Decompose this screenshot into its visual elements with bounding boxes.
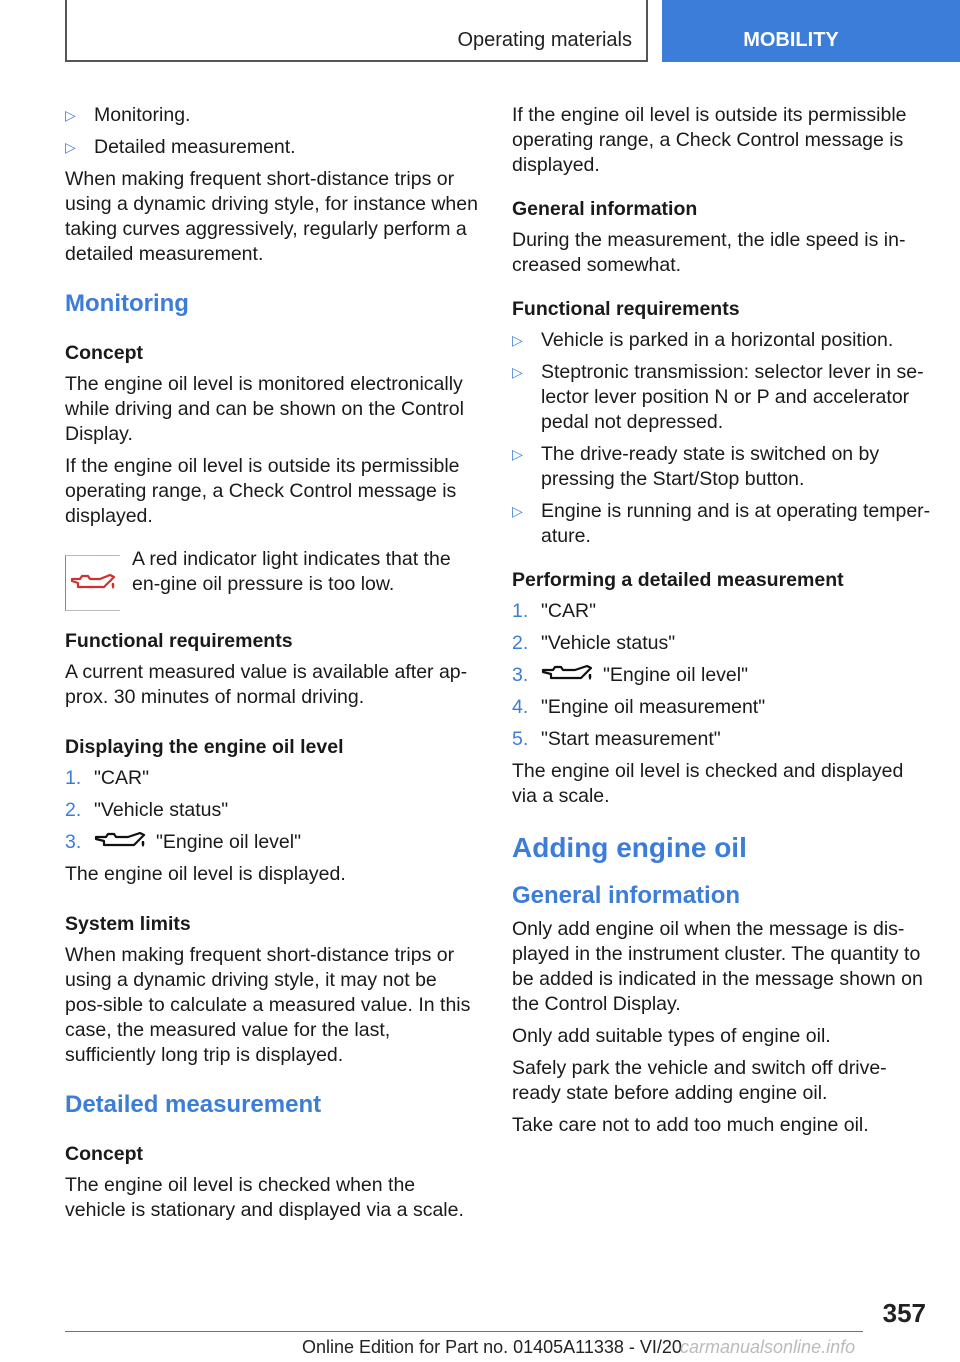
heading-displaying-oil-level: Displaying the engine oil level xyxy=(65,736,344,758)
heading-general-information-2: General information xyxy=(512,882,741,909)
heading-adding-engine-oil: Adding engine oil xyxy=(512,832,747,863)
list-item: 3. "Engine oil level" xyxy=(65,831,302,853)
heading-monitoring: Monitoring xyxy=(65,290,189,317)
intro-paragraph: When making frequent short-distance trips or using a dynamic driving style, for instance when taking curves aggressively, regularly perform a detailed measurement. xyxy=(65,168,478,265)
heading-general-information: General information xyxy=(512,198,698,220)
warning-note xyxy=(65,547,480,611)
list-item: 1. "CAR" xyxy=(512,600,597,622)
list-item: 1. "CAR" xyxy=(65,767,150,789)
functional-text: A current measured value is available after ap‐prox. 30 minutes of normal driving. xyxy=(65,661,468,708)
limits-text: When making frequent short-distance trips or using a dynamic driving style, it may not be pos‐sible to calculate a measured value. In this case, the measured value for the last, sufficiently long trip is displayed. xyxy=(65,944,471,1066)
heading-performing-measurement: Performing a detailed measurement xyxy=(512,569,844,591)
list-item: ▷ The drive-ready state is switched on by pressing the Start/Stop button. xyxy=(512,443,880,490)
list-item: 2. "Vehicle status" xyxy=(512,632,676,654)
triangle-right-icon: ▷ xyxy=(512,446,523,462)
add-paragraph-4: Take care not to add too much engine oil. xyxy=(512,1114,869,1136)
concept-paragraph-1: The engine oil level is monitored electronically while driving and can be shown on the Control Display. xyxy=(65,373,464,445)
add-paragraph-1: Only add engine oil when the message is dis‐played in the instrument cluster. The quantity to be added is indicated in the message shown on the Control Display. xyxy=(512,918,923,1015)
heading-functional-requirements-2: Functional requirements xyxy=(512,298,740,320)
triangle-right-icon: ▷ xyxy=(65,139,76,155)
perform-result: The engine oil level is checked and displayed via a scale. xyxy=(512,760,904,807)
page-number: 357 xyxy=(882,1298,926,1328)
add-paragraph-3: Safely park the vehicle and switch off drive-ready state before adding engine oil. xyxy=(512,1057,887,1104)
display-result: The engine oil level is displayed. xyxy=(65,863,346,885)
left-column xyxy=(65,103,480,1230)
add-paragraph-2: Only add suitable types of engine oil. xyxy=(512,1025,831,1047)
oil-can-icon xyxy=(541,664,597,684)
list-item: 2. "Vehicle status" xyxy=(65,799,229,821)
triangle-right-icon: ▷ xyxy=(65,107,76,123)
concept-2-text: The engine oil level is checked when the vehicle is stationary and displayed via a scale. xyxy=(65,1174,464,1221)
heading-concept: Concept xyxy=(65,342,143,364)
heading-detailed-measurement: Detailed measurement xyxy=(65,1091,322,1118)
oil-can-icon xyxy=(94,831,150,851)
footer-divider xyxy=(65,1331,863,1332)
list-item: 5. "Start measurement" xyxy=(512,728,721,750)
footer-edition: Online Edition for Part no. 01405A11338 - VI/20 xyxy=(302,1337,682,1357)
list-item: ▷ Vehicle is parked in a horizontal position. xyxy=(512,329,894,351)
triangle-right-icon: ▷ xyxy=(512,364,523,380)
right-column xyxy=(512,103,932,1145)
warning-text: A red indicator light indicates that the en‐gine oil pressure is too low. xyxy=(132,548,451,595)
watermark: carmanualsonline.info xyxy=(680,1337,856,1357)
list-item: ▷ Engine is running and is at operating temper‐ature. xyxy=(512,500,931,547)
list-item: ▷ Monitoring. xyxy=(65,104,191,126)
triangle-right-icon: ▷ xyxy=(512,332,523,348)
header-section-title: Operating materials xyxy=(457,29,632,51)
oil-can-icon xyxy=(65,555,120,611)
list-item: 4. "Engine oil measurement" xyxy=(512,696,766,718)
list-item: ▷ Detailed measurement. xyxy=(65,136,296,158)
list-item: ▷ Steptronic transmission: selector lever in se‐lector lever position N or P and accelerator pedal not depressed. xyxy=(512,361,924,433)
concept-paragraph-2: If the engine oil level is outside its permissible operating range, a Check Control message is displayed. xyxy=(65,455,460,527)
general-text: During the measurement, the idle speed is in‐creased somewhat. xyxy=(512,229,906,276)
header-tab-mobility[interactable]: MOBILITY xyxy=(662,0,960,62)
list-item: 3. "Engine oil level" xyxy=(512,664,749,686)
range-paragraph: If the engine oil level is outside its permissible operating range, a Check Control message is displayed. xyxy=(512,104,907,176)
heading-concept-2: Concept xyxy=(65,1143,143,1165)
header-box xyxy=(65,0,648,62)
heading-functional-requirements: Functional requirements xyxy=(65,630,293,652)
heading-system-limits: System limits xyxy=(65,913,191,935)
triangle-right-icon: ▷ xyxy=(512,503,523,519)
